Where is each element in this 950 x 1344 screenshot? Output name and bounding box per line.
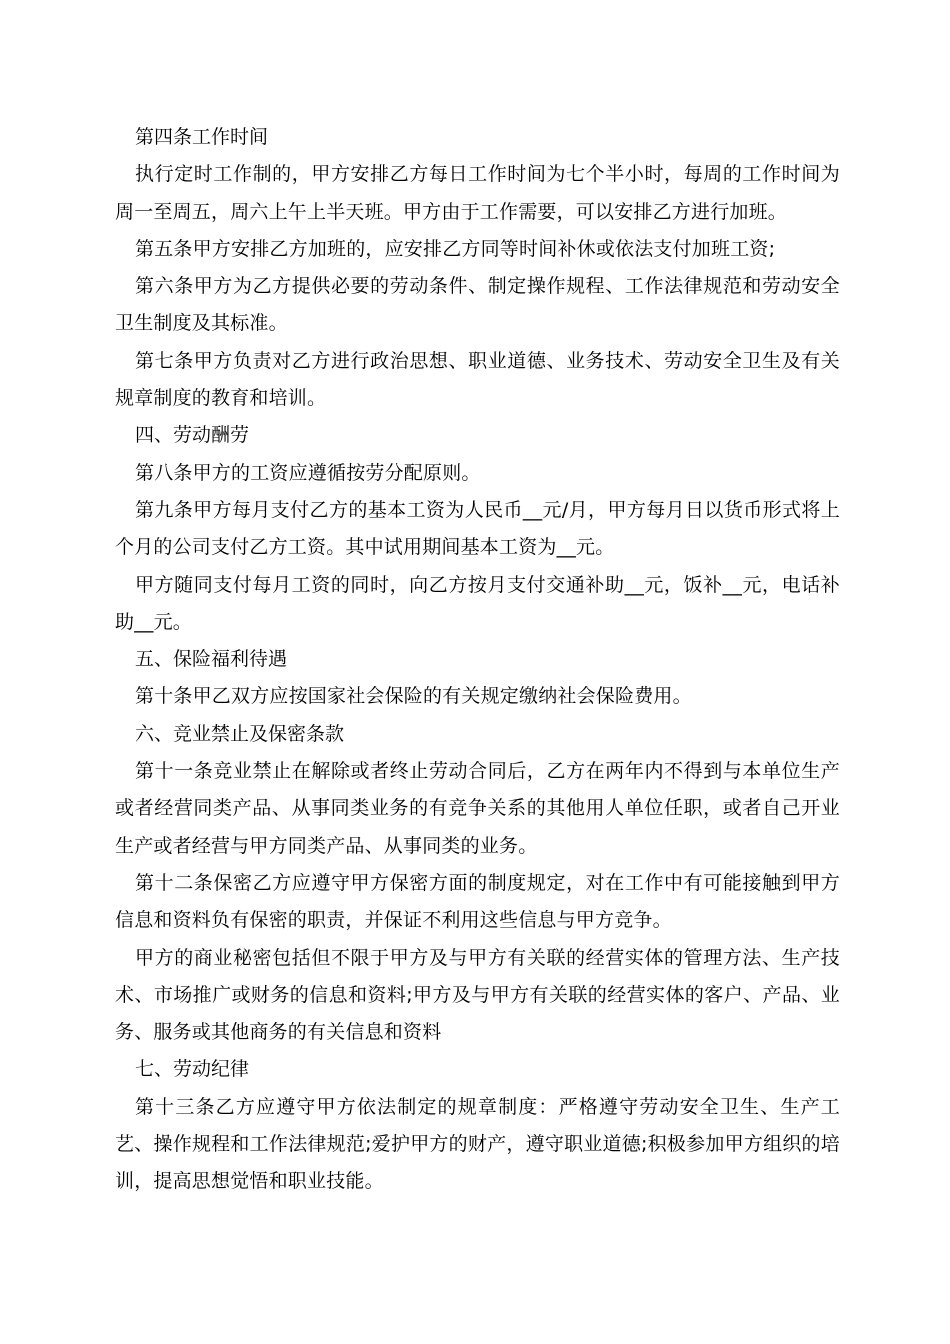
paragraph-wage-principle: 第八条甲方的工资应遵循按劳分配原则。	[135, 461, 481, 484]
section-heading-work-hours: 第四条工作时间	[135, 126, 269, 148]
paragraph-work-schedule: 执行定时工作制的，甲方安排乙方每日工作时间为七个半小时，每周的工作时间为周一至周五，周六上午上半天班。甲方由于工作需要，可以安排乙方进行加班。	[115, 163, 840, 223]
paragraph-overtime: 第五条甲方安排乙方加班的，应安排乙方同等时间补休或依法支付加班工资;	[135, 237, 776, 260]
paragraph-non-compete: 第十一条竞业禁止在解除或者终止劳动合同后，乙方在两年内不得到与本单位生产或者经营同类产品、从事同类业务的有竞争关系的其他用人单位任职，或者自己开业生产或者经营与甲方同类产品、从事同类的业务。	[115, 760, 840, 857]
paragraph-trade-secrets: 甲方的商业秘密包括但不限于甲方及与甲方有关联的经营实体的管理方法、生产技术、市场推广或财务的信息和资料;甲方及与甲方有关联的经营实体的客户、产品、业务、服务或其他商务的有关信息和资料	[115, 946, 840, 1044]
paragraph-rules-compliance: 第十三条乙方应遵守甲方依法制定的规章制度：严格遵守劳动安全卫生、生产工艺、操作规程和工作法律规范;爱护甲方的财产，遵守职业道德;积极参加甲方组织的培训，提高思想觉悟和职业技能。	[115, 1095, 840, 1193]
section-heading-remuneration: 四、劳动酬劳	[135, 424, 250, 447]
section-heading-discipline: 七、劳动纪律	[135, 1058, 250, 1081]
paragraph-social-insurance: 第十条甲乙双方应按国家社会保险的有关规定缴纳社会保险费用。	[135, 685, 692, 708]
document-body	[115, 119, 840, 1201]
paragraph-allowances: 甲方随同支付每月工资的同时，向乙方按月支付交通补助__元，饭补__元，电话补助__元。	[115, 573, 840, 633]
section-heading-insurance: 五、保险福利待遇	[135, 648, 288, 671]
paragraph-base-salary: 第九条甲方每月支付乙方的基本工资为人民币__元/月，甲方每月日以货币形式将上个月的公司支付乙方工资。其中试用期间基本工资为__元。	[115, 498, 840, 559]
paragraph-training: 第七条甲方负责对乙方进行政治思想、职业道德、业务技术、劳动安全卫生及有关规章制度的教育和培训。	[115, 349, 840, 410]
section-heading-non-compete: 六、竞业禁止及保密条款	[135, 722, 345, 745]
paragraph-confidentiality: 第十二条保密乙方应遵守甲方保密方面的制度规定，对在工作中有可能接触到甲方信息和资料负有保密的职责，并保证不利用这些信息与甲方竞争。	[115, 871, 840, 932]
paragraph-work-conditions: 第六条甲方为乙方提供必要的劳动条件、制定操作规程、工作法律规范和劳动安全卫生制度及其标准。	[115, 275, 840, 335]
